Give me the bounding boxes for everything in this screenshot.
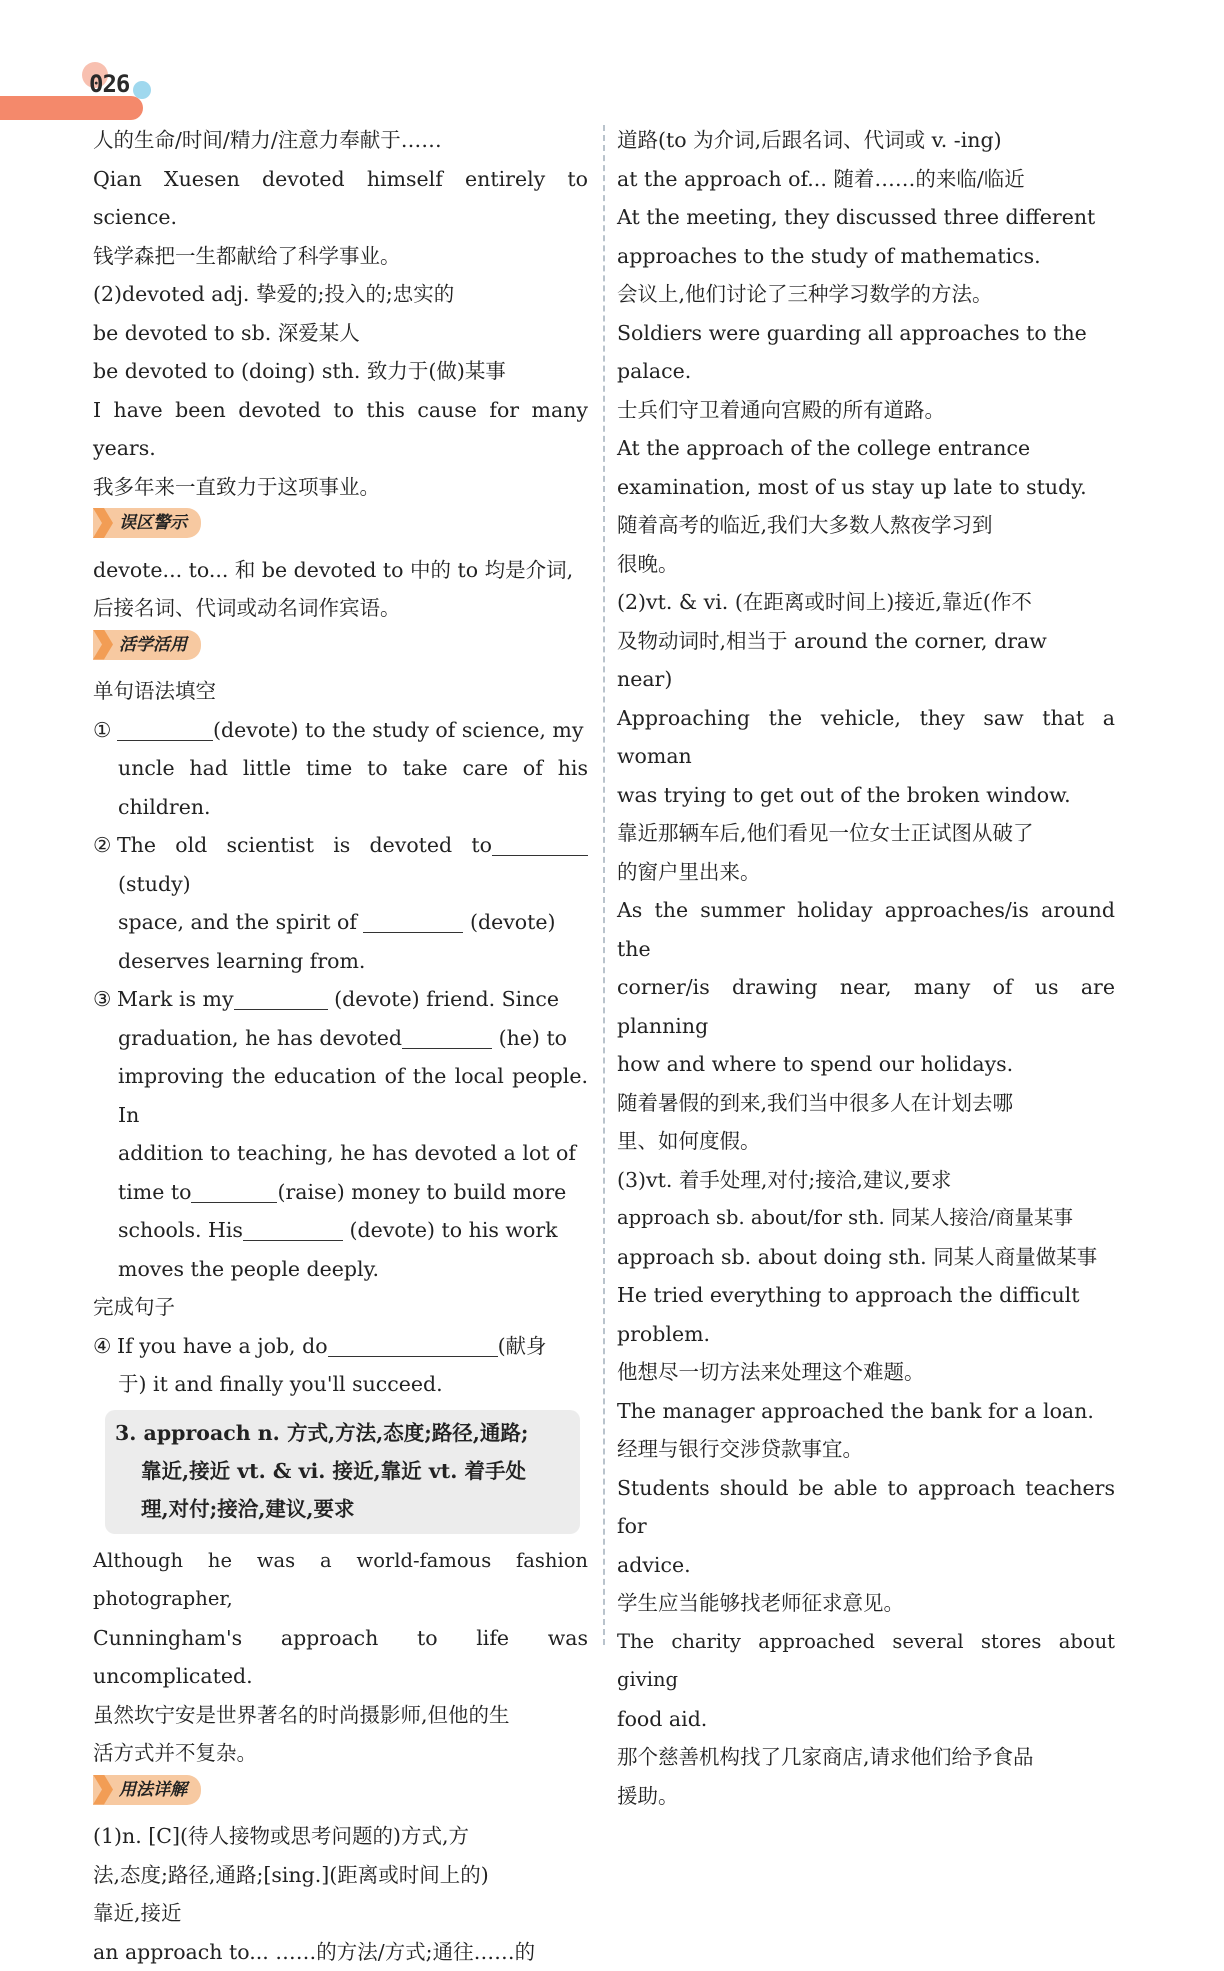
tag-label: 用法详解 (119, 1775, 187, 1805)
section-tag-warning (93, 508, 201, 538)
text-line: 钱学森把一生都献给了科学事业。 (93, 237, 588, 276)
item-number: ③ (93, 980, 117, 1019)
header-dot-blue (133, 81, 151, 99)
text-line: examination, most of us stay up late to study. (617, 468, 1115, 507)
text-segment: The old scientist is devoted to (117, 833, 492, 857)
text-line: 的窗户里出来。 (617, 853, 1115, 892)
exercise-item (93, 980, 588, 1019)
text-segment: (devote) to his work (349, 1218, 557, 1242)
text-line: improving the education of the local people. In (93, 1057, 588, 1134)
text-segment: schools. His (118, 1218, 243, 1242)
text-line: (2)vt. & vi. (在距离或时间上)接近,靠近(作不 (617, 583, 1115, 622)
text-line: The charity approached several stores about giving (617, 1623, 1115, 1700)
text-line: approaches to the study of mathematics. (617, 237, 1115, 276)
text-line: The manager approached the bank for a loan. (617, 1392, 1115, 1431)
text-line: be devoted to sb. 深爱某人 (93, 314, 588, 353)
text-segment: (he) to (499, 1026, 567, 1050)
text-line (93, 1019, 588, 1058)
text-line: 那个慈善机构找了几家商店,请求他们给予食品 (617, 1738, 1115, 1777)
text-line: uncle had little time to take care of his children. (93, 749, 588, 826)
text-segment: time to (118, 1180, 191, 1204)
text-line: 士兵们守卫着通向宫殿的所有道路。 (617, 391, 1115, 430)
exercise-heading: 单句语法填空 (93, 672, 588, 711)
word-entry-line: 靠近,接近 vt. & vi. 接近,靠近 vt. 着手处 (115, 1452, 570, 1490)
page-number: 026 (89, 70, 129, 98)
text-line: 他想尽一切方法来处理这个难题。 (617, 1353, 1115, 1392)
text-line: an approach to... ……的方法/方式;通往……的 (93, 1933, 588, 1971)
text-line: approach sb. about doing sth. 同某人商量做某事 (617, 1238, 1115, 1277)
word-entry-box (105, 1410, 580, 1534)
text-line: addition to teaching, he has devoted a lot of (93, 1134, 588, 1173)
word-entry-line: 3. approach n. 方式,方法,态度;路径,通路; (115, 1414, 570, 1452)
text-line: advice. (617, 1546, 1115, 1585)
section-tag-usage (93, 1775, 201, 1805)
item-number: ④ (93, 1327, 117, 1366)
exercise-item (93, 826, 588, 903)
text-line: devote... to... 和 be devoted to 中的 to 均是介词, (93, 551, 588, 590)
answer-blank[interactable] (234, 985, 328, 1010)
text-line: I have been devoted to this cause for many years. (93, 391, 588, 468)
text-line: how and where to spend our holidays. (617, 1045, 1115, 1084)
text-line: As the summer holiday approaches/is around the (617, 891, 1115, 968)
text-segment: space, and the spirit of (118, 910, 357, 934)
text-line: 于) it and finally you'll succeed. (93, 1365, 588, 1404)
answer-blank[interactable] (243, 1216, 343, 1241)
item-number: ② (93, 826, 117, 865)
text-line: 援助。 (617, 1777, 1115, 1816)
text-line: Approaching the vehicle, they saw that a woman (617, 699, 1115, 776)
text-line: 随着高考的临近,我们大多数人熬夜学习到 (617, 506, 1115, 545)
text-segment: (study) (118, 872, 191, 896)
text-line: moves the people deeply. (93, 1250, 588, 1289)
text-line: 活方式并不复杂。 (93, 1734, 588, 1773)
tag-label: 误区警示 (119, 508, 187, 538)
text-line: 后接名词、代词或动名词作宾语。 (93, 589, 588, 628)
text-line: 靠近,接近 (93, 1894, 588, 1933)
tag-arrow-icon (93, 508, 113, 538)
answer-blank[interactable] (492, 831, 588, 856)
section-tag-practice (93, 630, 201, 660)
text-line: at the approach of... 随着……的来临/临近 (617, 160, 1115, 199)
exercise-item (93, 1327, 588, 1366)
text-line: Students should be able to approach teachers for (617, 1469, 1115, 1546)
text-line: Soldiers were guarding all approaches to the (617, 314, 1115, 353)
text-line: (1)n. [C](待人接物或思考问题的)方式,方 (93, 1817, 588, 1856)
text-line: Although he was a world-famous fashion photographer, (93, 1542, 588, 1619)
tag-arrow-icon (93, 1775, 113, 1805)
text-line: 里、如何度假。 (617, 1122, 1115, 1161)
text-segment: (devote) friend. Since (334, 987, 559, 1011)
text-line: 法,态度;路径,通路;[sing.](距离或时间上的) (93, 1856, 588, 1895)
text-line: (2)devoted adj. 挚爱的;投入的;忠实的 (93, 275, 588, 314)
answer-blank[interactable] (328, 1332, 498, 1357)
text-line: palace. (617, 352, 1115, 391)
text-line: be devoted to (doing) sth. 致力于(做)某事 (93, 352, 588, 391)
text-line: 经理与银行交涉贷款事宜。 (617, 1430, 1115, 1469)
item-number: ① (93, 711, 117, 750)
text-segment: Mark is my (117, 987, 234, 1011)
text-line: food aid. (617, 1700, 1115, 1739)
answer-blank[interactable] (191, 1178, 277, 1203)
left-column (93, 121, 588, 1971)
text-line: (3)vt. 着手处理,对付;接洽,建议,要求 (617, 1161, 1115, 1200)
text-segment: graduation, he has devoted (118, 1026, 402, 1050)
text-line: 人的生命/时间/精力/注意力奉献于…… (93, 121, 588, 160)
text-line: near) (617, 660, 1115, 699)
text-line: 学生应当能够找老师征求意见。 (617, 1584, 1115, 1623)
text-line: At the meeting, they discussed three different (617, 198, 1115, 237)
text-segment: (献身 (498, 1334, 547, 1358)
text-segment: (devote) to the study of science, my (213, 718, 583, 742)
answer-blank[interactable] (402, 1024, 492, 1049)
column-divider (603, 125, 605, 1645)
answer-blank[interactable] (117, 716, 213, 741)
text-line: 会议上,他们讨论了三种学习数学的方法。 (617, 275, 1115, 314)
text-line: 随着暑假的到来,我们当中很多人在计划去哪 (617, 1084, 1115, 1123)
answer-blank[interactable] (363, 908, 463, 933)
text-line (93, 1173, 588, 1212)
text-segment: If you have a job, do (117, 1334, 328, 1358)
text-segment: (raise) money to build more (277, 1180, 566, 1204)
text-line: 很晚。 (617, 545, 1115, 584)
text-segment: (devote) (470, 910, 556, 934)
text-line: Cunningham's approach to life was uncomplicated. (93, 1619, 588, 1696)
text-line: corner/is drawing near, many of us are planning (617, 968, 1115, 1045)
text-line: 虽然坎宁安是世界著名的时尚摄影师,但他的生 (93, 1696, 588, 1735)
tag-label: 活学活用 (119, 630, 187, 660)
text-line: 我多年来一直致力于这项事业。 (93, 468, 588, 507)
text-line (93, 903, 588, 942)
text-line: He tried everything to approach the difficult (617, 1276, 1115, 1315)
text-line: problem. (617, 1315, 1115, 1354)
tag-arrow-icon (93, 630, 113, 660)
header-band (0, 96, 143, 120)
text-line: 及物动词时,相当于 around the corner, draw (617, 622, 1115, 661)
text-line: 道路(to 为介词,后跟名词、代词或 v. -ing) (617, 121, 1115, 160)
text-line: was trying to get out of the broken window. (617, 776, 1115, 815)
text-line: At the approach of the college entrance (617, 429, 1115, 468)
text-line: approach sb. about/for sth. 同某人接洽/商量某事 (617, 1199, 1115, 1238)
text-line: 靠近那辆车后,他们看见一位女士正试图从破了 (617, 814, 1115, 853)
exercise-heading: 完成句子 (93, 1288, 588, 1327)
right-column (617, 121, 1115, 1815)
text-line: deserves learning from. (93, 942, 588, 981)
text-line (93, 1211, 588, 1250)
text-line: Qian Xuesen devoted himself entirely to science. (93, 160, 588, 237)
exercise-item (93, 711, 588, 750)
word-entry-line: 理,对付;接洽,建议,要求 (115, 1490, 570, 1528)
